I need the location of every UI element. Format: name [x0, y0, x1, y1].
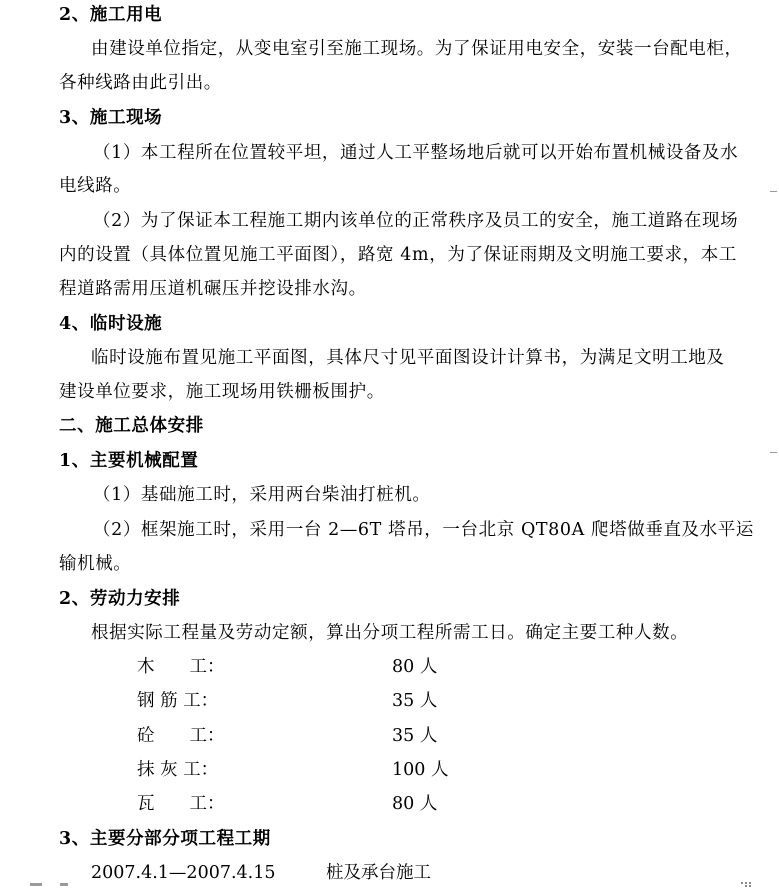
margin-tick [770, 191, 777, 192]
section-heading-schedule: 3、主要分部分项工程工期 [59, 829, 271, 849]
paragraph-line: 建设单位要求，施工现场用铁栅板围护。 [59, 382, 385, 402]
paragraph-line: （1）本工程所在位置较平坦，通过人工平整场地后就可以开始布置机械设备及水 [93, 143, 739, 163]
section-heading-power: 2、施工用电 [59, 5, 163, 25]
worker-count: 100 人 [392, 760, 449, 780]
scroll-marker [30, 883, 42, 886]
worker-type: 木 工： [137, 657, 225, 677]
schedule-task: 桩及承台施工 [326, 863, 431, 883]
part-heading: 二、施工总体安排 [59, 416, 204, 436]
schedule-period: 2007.4.1—2007.4.15 [91, 863, 276, 883]
paragraph-line: （2）为了保证本工程施工期内该单位的正常秩序及员工的安全，施工道路在现场 [93, 211, 739, 231]
worker-type: 砼 工： [137, 726, 225, 746]
worker-count: 35 人 [392, 726, 438, 746]
paragraph-line: 电线路。 [59, 176, 132, 196]
worker-type: 抹 灰 工： [137, 760, 219, 780]
paragraph-line: 程道路需用压道机碾压并挖设排水沟。 [59, 279, 367, 299]
worker-type: 瓦 工： [137, 794, 225, 814]
scroll-marker [60, 883, 68, 886]
paragraph-line: 临时设施布置见施工平面图，具体尺寸见平面图设计计算书，为满足文明工地及 [91, 348, 725, 368]
paragraph-line: 内的设置（具体位置见施工平面图），路宽 4m，为了保证雨期及文明施工要求，本工 [59, 245, 737, 265]
worker-type: 钢 筋 工： [137, 691, 219, 711]
worker-count: 80 人 [392, 657, 438, 677]
section-heading-machine: 1、主要机械配置 [59, 451, 199, 471]
paragraph-line: 由建设单位指定，从变电室引至施工现场。为了保证用电安全，安装一台配电柜， [91, 39, 743, 59]
section-heading-site: 3、施工现场 [59, 108, 163, 128]
paragraph-line: （1）基础施工时，采用两台柴油打桩机。 [93, 485, 431, 505]
paragraph-line: 输机械。 [59, 554, 132, 574]
paragraph-line: 根据实际工程量及劳动定额，算出分项工程所需工日。确定主要工种人数。 [91, 623, 689, 643]
section-heading-labor: 2、劳动力安排 [59, 589, 181, 609]
section-heading-temp: 4、临时设施 [59, 314, 163, 334]
resize-grip-icon[interactable] [741, 880, 753, 888]
worker-count: 35 人 [392, 691, 438, 711]
paragraph-line: 各种线路由此引出。 [59, 73, 222, 93]
worker-count: 80 人 [392, 794, 438, 814]
paragraph-line: （2）框架施工时，采用一台 2—6T 塔吊，一台北京 QT80A 爬塔做垂直及水平运 [93, 520, 754, 540]
margin-tick [770, 452, 777, 453]
